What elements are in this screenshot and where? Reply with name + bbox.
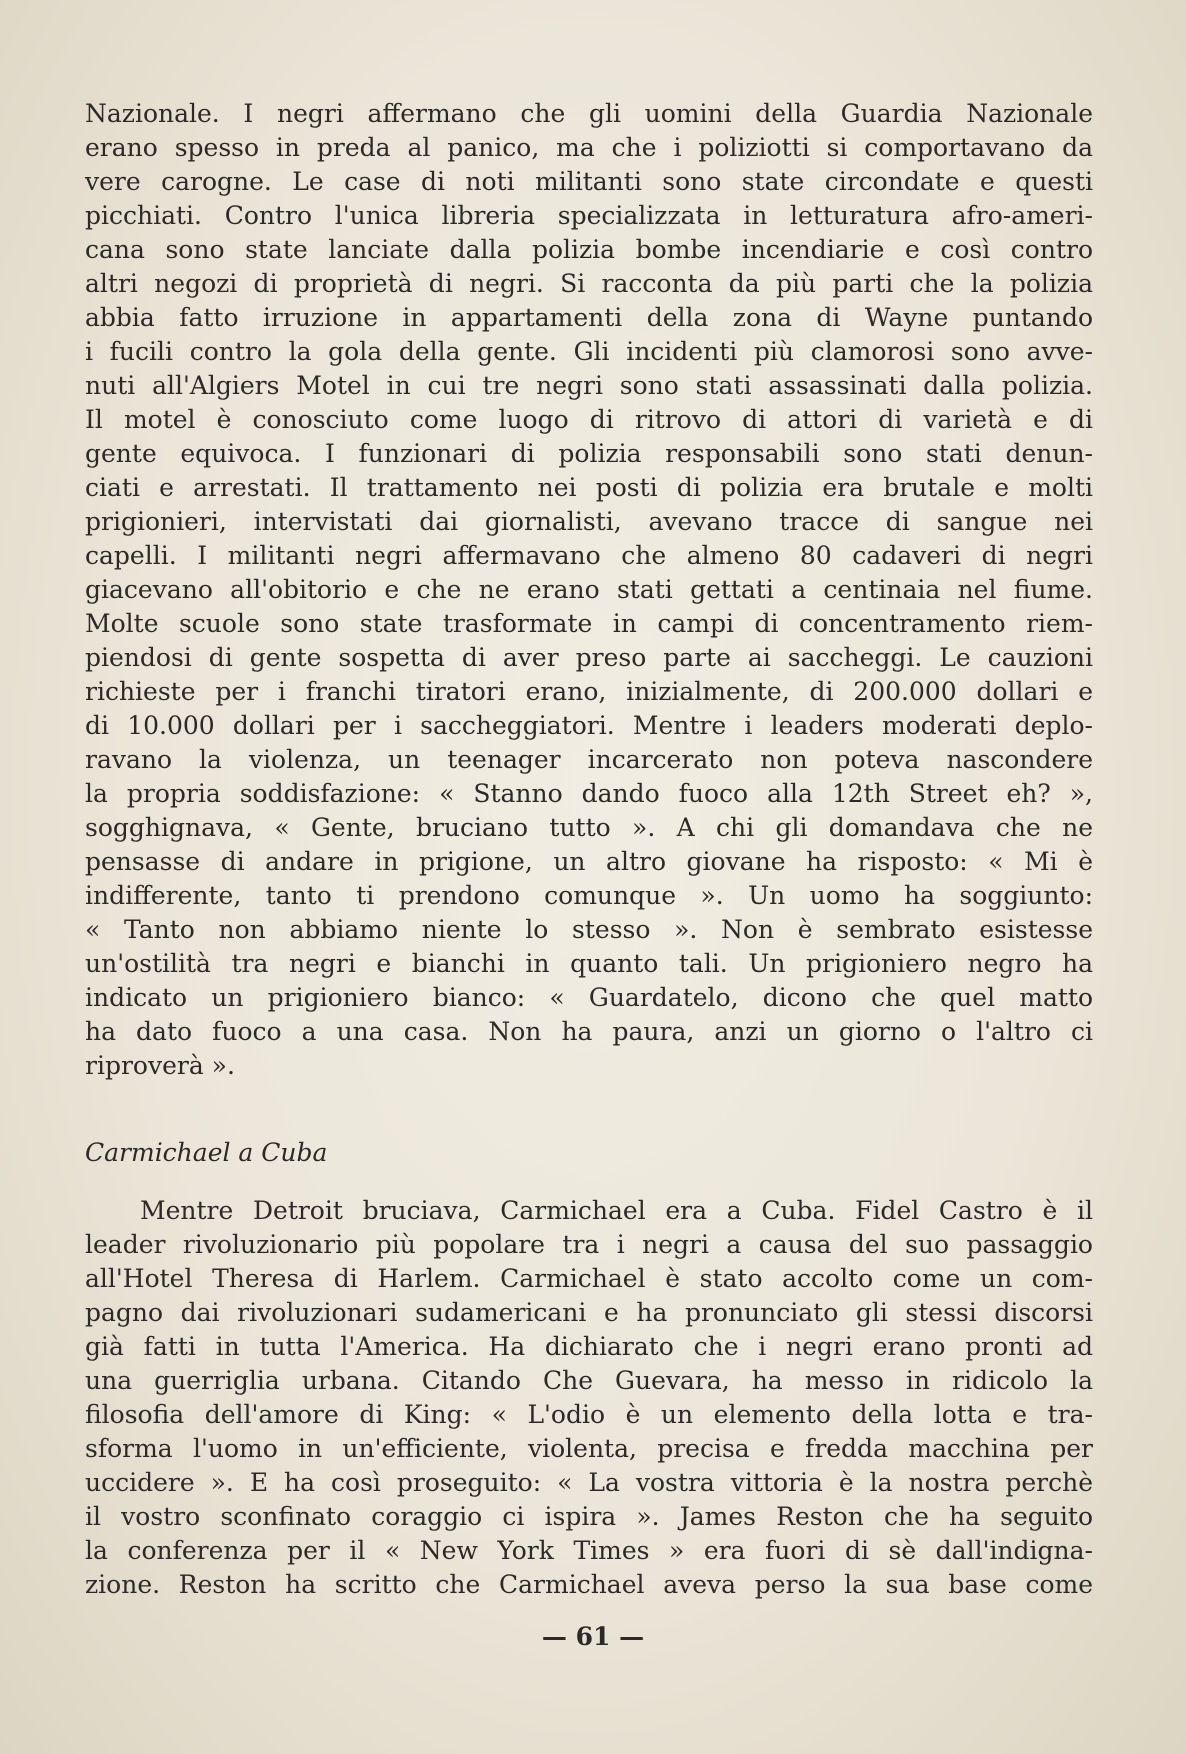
- body-line: vere carogne. Le case di noti militanti sono state circondate e questi: [85, 167, 1093, 196]
- body-line: sogghignava, « Gente, bruciano tutto ». A chi gli domandava che ne: [85, 813, 1093, 842]
- body-line: ravano la violenza, un teenager incarcerato non poteva nascondere: [85, 745, 1093, 774]
- body-line: altri negozi di proprietà di negri. Si racconta da più parti che la polizia: [85, 269, 1093, 298]
- body-line: indicato un prigioniero bianco: « Guardatelo, dicono che quel matto: [85, 983, 1093, 1012]
- body-line: « Tanto non abbiamo niente lo stesso ». Non è sembrato esistesse: [85, 915, 1093, 944]
- body-line: la propria soddisfazione: « Stanno dando fuoco alla 12th Street eh? »,: [85, 779, 1093, 808]
- body-line: capelli. I militanti negri affermavano che almeno 80 cadaveri di negri: [85, 541, 1093, 570]
- body-line: di 10.000 dollari per i saccheggiatori. Mentre i leaders moderati deplo-: [85, 711, 1093, 740]
- body-line: giacevano all'obitorio e che ne erano stati gettati a centinaia nel fiume.: [85, 575, 1093, 604]
- section-heading: Carmichael a Cuba: [85, 1138, 328, 1167]
- body-line: erano spesso in preda al panico, ma che i poliziotti si comportavano da: [85, 133, 1093, 162]
- body-line: piendosi di gente sospetta di aver preso parte ai saccheggi. Le cauzioni: [85, 643, 1093, 672]
- body-line: Nazionale. I negri affermano che gli uomini della Guardia Nazionale: [85, 99, 1093, 128]
- section-line: pagno dai rivoluzionari sudamericani e ha pronunciato gli stessi discorsi: [85, 1298, 1093, 1327]
- body-line: abbia fatto irruzione in appartamenti della zona di Wayne puntando: [85, 303, 1093, 332]
- body-line: ha dato fuoco a una casa. Non ha paura, anzi un giorno o l'altro ci: [85, 1017, 1093, 1046]
- body-line: i fucili contro la gola della gente. Gli incidenti più clamorosi sono avve-: [85, 337, 1093, 366]
- body-line: gente equivoca. I funzionari di polizia responsabili sono stati denun-: [85, 439, 1093, 468]
- body-line: indifferente, tanto ti prendono comunque ». Un uomo ha soggiunto:: [85, 881, 1093, 910]
- section-line: all'Hotel Theresa di Harlem. Carmichael è stato accolto come un com-: [85, 1264, 1093, 1293]
- section-line: zione. Reston ha scritto che Carmichael aveva perso la sua base come: [85, 1570, 1093, 1599]
- body-line: cana sono state lanciate dalla polizia bombe incendiarie e così contro: [85, 235, 1093, 264]
- body-line: prigionieri, intervistati dai giornalisti, avevano tracce di sangue nei: [85, 507, 1093, 536]
- body-line: Molte scuole sono state trasformate in campi di concentramento riem-: [85, 609, 1093, 638]
- body-line: pensasse di andare in prigione, un altro giovane ha risposto: « Mi è: [85, 847, 1093, 876]
- section-line: filosofia dell'amore di King: « L'odio è un elemento della lotta e tra-: [85, 1400, 1093, 1429]
- section-line: uccidere ». E ha così proseguito: « La vostra vittoria è la nostra perchè: [85, 1468, 1093, 1497]
- section-line: leader rivoluzionario più popolare tra i negri a causa del suo passaggio: [85, 1230, 1093, 1259]
- section-line: sforma l'uomo in un'efficiente, violenta, precisa e fredda macchina per: [85, 1434, 1093, 1463]
- section-line: il vostro sconfinato coraggio ci ispira ». James Reston che ha seguito: [85, 1502, 1093, 1531]
- body-line: riproverà ».: [85, 1051, 235, 1080]
- body-line: richieste per i franchi tiratori erano, inizialmente, di 200.000 dollari e: [85, 677, 1093, 706]
- body-line: nuti all'Algiers Motel in cui tre negri sono stati assassinati dalla polizia.: [85, 371, 1093, 400]
- body-line: ciati e arrestati. Il trattamento nei posti di polizia era brutale e molti: [85, 473, 1093, 502]
- section-line: la conferenza per il « New York Times » era fuori di sè dall'indigna-: [85, 1536, 1093, 1565]
- body-line: Il motel è conosciuto come luogo di ritrovo di attori di varietà e di: [85, 405, 1093, 434]
- page-number: — 61 —: [541, 1622, 645, 1651]
- section-line: già fatti in tutta l'America. Ha dichiarato che i negri erano pronti ad: [85, 1332, 1093, 1361]
- section-line: Mentre Detroit bruciava, Carmichael era a Cuba. Fidel Castro è il: [140, 1196, 1093, 1225]
- body-line: un'ostilità tra negri e bianchi in quanto tali. Un prigioniero negro ha: [85, 949, 1093, 978]
- body-line: picchiati. Contro l'unica libreria specializzata in letturatura afro-ameri-: [85, 201, 1093, 230]
- section-line: una guerriglia urbana. Citando Che Guevara, ha messo in ridicolo la: [85, 1366, 1093, 1395]
